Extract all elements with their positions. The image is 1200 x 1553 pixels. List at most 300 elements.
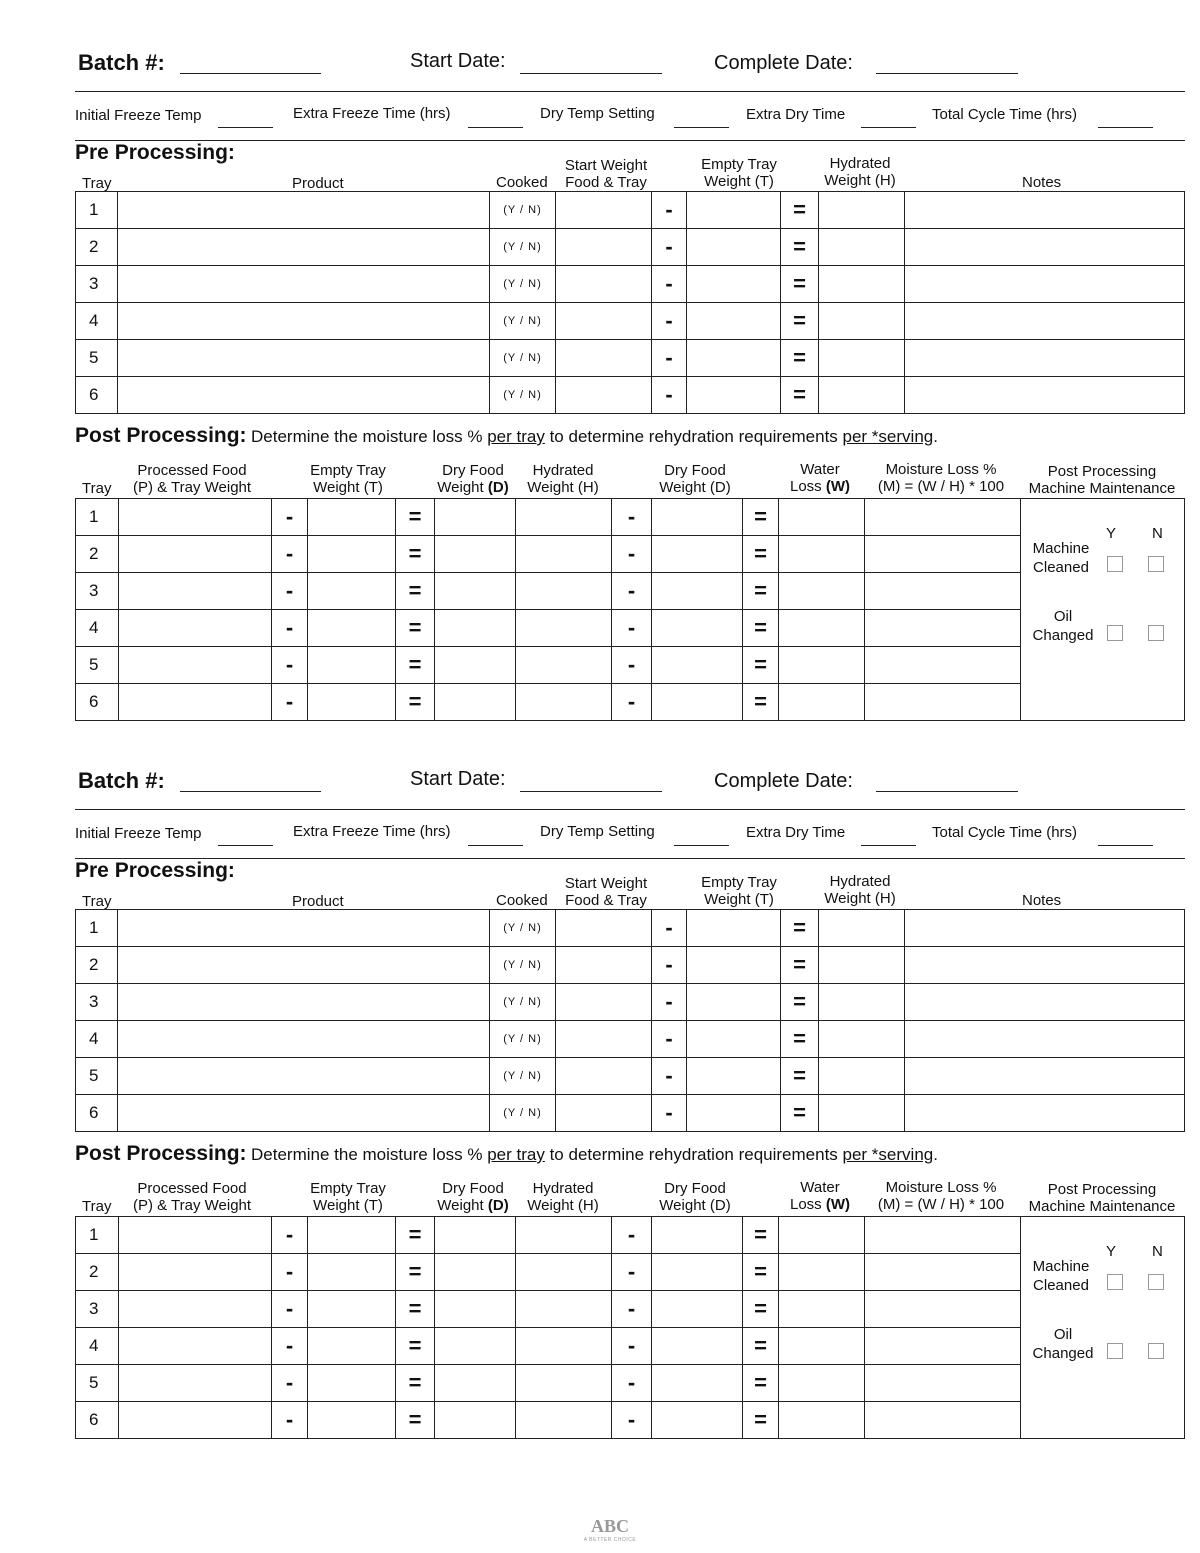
machine-cleaned-yes-checkbox[interactable]: [1107, 1274, 1123, 1290]
tray-number: 5: [76, 1058, 118, 1095]
minus-sign: -: [652, 984, 687, 1021]
equals-sign: =: [743, 1402, 779, 1439]
tray-number: 4: [76, 1021, 118, 1058]
dry-food-weight-cell[interactable]: [652, 1217, 743, 1254]
dry-temp-field[interactable]: [674, 127, 729, 128]
equals-sign: =: [743, 1254, 779, 1291]
processed-food-weight-cell[interactable]: [119, 536, 272, 573]
empty-tray-weight-cell[interactable]: [308, 1365, 396, 1402]
moisture-loss-cell[interactable]: [865, 1328, 1021, 1365]
start-weight-cell[interactable]: [556, 266, 652, 303]
minus-sign: -: [272, 1254, 308, 1291]
minus-sign: -: [652, 1095, 687, 1132]
total-cycle-field[interactable]: [1098, 845, 1153, 846]
col-hydrated: Hydrated Weight (H): [824, 873, 896, 907]
product-cell[interactable]: [118, 984, 490, 1021]
table-row: [76, 536, 1185, 573]
product-cell[interactable]: [118, 910, 490, 947]
minus-sign: -: [612, 1328, 652, 1365]
equals-sign: =: [743, 1291, 779, 1328]
cooked-yn[interactable]: (Y / N): [490, 910, 556, 947]
processed-food-weight-cell[interactable]: [119, 499, 272, 536]
notes-cell[interactable]: [905, 947, 1185, 984]
equals-sign: =: [396, 610, 435, 647]
equals-sign: =: [743, 1365, 779, 1402]
empty-tray-weight-cell[interactable]: [687, 984, 781, 1021]
tray-number: 1: [76, 192, 118, 229]
hydrated-weight-cell[interactable]: [516, 684, 612, 721]
batch-number-field[interactable]: [180, 73, 321, 74]
empty-tray-weight-cell[interactable]: [687, 1058, 781, 1095]
table-row: [76, 610, 1185, 647]
table-row: [76, 573, 1185, 610]
hydrated-weight-cell[interactable]: [819, 340, 905, 377]
moisture-loss-cell[interactable]: [865, 647, 1021, 684]
water-loss-cell[interactable]: [779, 684, 865, 721]
table-row: [76, 377, 1185, 414]
hydrated-weight-cell[interactable]: [516, 536, 612, 573]
minus-sign: -: [652, 266, 687, 303]
minus-sign: -: [652, 377, 687, 414]
extra-dry-field[interactable]: [861, 845, 916, 846]
complete-date-label: Complete Date:: [714, 770, 853, 792]
moisture-loss-cell[interactable]: [865, 536, 1021, 573]
minus-sign: -: [612, 1217, 652, 1254]
cooked-yn[interactable]: (Y / N): [490, 377, 556, 414]
col-processed-food: Processed Food (P) & Tray Weight: [132, 462, 252, 496]
processed-food-weight-cell[interactable]: [119, 1328, 272, 1365]
start-weight-cell[interactable]: [556, 1021, 652, 1058]
equals-sign: =: [781, 303, 819, 340]
dry-food-weight-cell[interactable]: [652, 1328, 743, 1365]
notes-cell[interactable]: [905, 192, 1185, 229]
dry-food-weight-cell[interactable]: [435, 1291, 516, 1328]
oil-changed-no-checkbox[interactable]: [1148, 1343, 1164, 1359]
table-row: [76, 1254, 1185, 1291]
moisture-loss-cell[interactable]: [865, 610, 1021, 647]
equals-sign: =: [396, 499, 435, 536]
empty-tray-weight-cell[interactable]: [687, 266, 781, 303]
table-row: [76, 192, 1185, 229]
equals-sign: =: [781, 1021, 819, 1058]
tray-number: 3: [76, 573, 119, 610]
start-date-field[interactable]: [520, 73, 662, 74]
equals-sign: =: [396, 536, 435, 573]
equals-sign: =: [743, 1217, 779, 1254]
hydrated-weight-cell[interactable]: [516, 647, 612, 684]
minus-sign: -: [272, 1402, 308, 1439]
batch-number-label: Batch #:: [78, 50, 165, 75]
moisture-loss-cell[interactable]: [865, 1217, 1021, 1254]
tray-number: 1: [76, 499, 119, 536]
hydrated-weight-cell[interactable]: [819, 303, 905, 340]
dry-temp-label: Dry Temp Setting: [540, 105, 655, 122]
moisture-loss-cell[interactable]: [865, 1291, 1021, 1328]
equals-sign: =: [396, 1365, 435, 1402]
processed-food-weight-cell[interactable]: [119, 1254, 272, 1291]
processed-food-weight-cell[interactable]: [119, 573, 272, 610]
hydrated-weight-cell[interactable]: [819, 377, 905, 414]
machine-maintenance-cell: [1021, 499, 1185, 721]
empty-tray-weight-cell[interactable]: [308, 647, 396, 684]
cooked-yn[interactable]: (Y / N): [490, 1021, 556, 1058]
post-processing-note: Determine the moisture loss % per tray to determine rehydration requirements per *serving.: [251, 427, 938, 446]
batch-block: [0, 0, 1200, 720]
equals-sign: =: [743, 684, 779, 721]
water-loss-cell[interactable]: [779, 1291, 865, 1328]
processed-food-weight-cell[interactable]: [119, 1217, 272, 1254]
complete-date-field[interactable]: [876, 73, 1018, 74]
dry-food-weight-cell[interactable]: [435, 647, 516, 684]
product-cell[interactable]: [118, 1058, 490, 1095]
empty-tray-weight-cell[interactable]: [308, 1402, 396, 1439]
product-cell[interactable]: [118, 229, 490, 266]
tray-number: 6: [76, 684, 119, 721]
col-machine-maintenance: Post Processing Machine Maintenance: [1028, 1181, 1176, 1215]
col-dry-food-weight: Dry Food Weight (D): [437, 462, 509, 496]
moisture-loss-cell[interactable]: [865, 1402, 1021, 1439]
post-processing-note: Determine the moisture loss % per tray to determine rehydration requirements per *serving.: [251, 1145, 938, 1164]
water-loss-cell[interactable]: [779, 536, 865, 573]
dry-food-weight-cell[interactable]: [652, 1365, 743, 1402]
equals-sign: =: [743, 573, 779, 610]
complete-date-field[interactable]: [876, 791, 1018, 792]
table-row: [76, 1291, 1185, 1328]
hydrated-weight-cell[interactable]: [819, 266, 905, 303]
empty-tray-weight-cell[interactable]: [687, 229, 781, 266]
product-cell[interactable]: [118, 340, 490, 377]
cooked-yn[interactable]: (Y / N): [490, 266, 556, 303]
product-cell[interactable]: [118, 1021, 490, 1058]
product-cell[interactable]: [118, 947, 490, 984]
dry-food-weight-cell[interactable]: [652, 573, 743, 610]
dry-food-weight-cell[interactable]: [652, 1254, 743, 1291]
water-loss-cell[interactable]: [779, 1402, 865, 1439]
tray-number: 5: [76, 1365, 119, 1402]
col-dry-food-weight-2: Dry Food Weight (D): [659, 462, 731, 496]
cooked-yn[interactable]: (Y / N): [490, 984, 556, 1021]
hydrated-weight-cell[interactable]: [516, 610, 612, 647]
notes-cell[interactable]: [905, 984, 1185, 1021]
empty-tray-weight-cell[interactable]: [308, 684, 396, 721]
empty-tray-weight-cell[interactable]: [687, 192, 781, 229]
hydrated-weight-cell[interactable]: [516, 1254, 612, 1291]
hydrated-weight-cell[interactable]: [819, 910, 905, 947]
dry-food-weight-cell[interactable]: [435, 684, 516, 721]
table-row: [76, 684, 1185, 721]
extra-freeze-field[interactable]: [468, 127, 523, 128]
dry-food-weight-cell[interactable]: [652, 1402, 743, 1439]
cooked-yn[interactable]: (Y / N): [490, 340, 556, 377]
col-empty-tray: Empty Tray Weight (T): [701, 156, 777, 190]
col-tray: Tray: [82, 480, 112, 497]
moisture-loss-cell[interactable]: [865, 1365, 1021, 1402]
table-row: [76, 303, 1185, 340]
start-weight-cell[interactable]: [556, 340, 652, 377]
dry-food-weight-cell[interactable]: [435, 1328, 516, 1365]
col-start-weight: Start Weight Food & Tray: [564, 875, 648, 909]
cooked-yn[interactable]: (Y / N): [490, 947, 556, 984]
notes-cell[interactable]: [905, 910, 1185, 947]
tray-number: 6: [76, 1402, 119, 1439]
table-row: [76, 1095, 1185, 1132]
start-weight-cell[interactable]: [556, 1095, 652, 1132]
equals-sign: =: [781, 910, 819, 947]
notes-cell[interactable]: [905, 1021, 1185, 1058]
tray-number: 5: [76, 647, 119, 684]
col-empty-tray: Empty Tray Weight (T): [701, 874, 777, 908]
tray-number: 5: [76, 340, 118, 377]
total-cycle-label: Total Cycle Time (hrs): [932, 106, 1078, 123]
start-date-label: Start Date:: [410, 50, 506, 72]
minus-sign: -: [652, 947, 687, 984]
cooked-yn[interactable]: (Y / N): [490, 1058, 556, 1095]
cooked-yn[interactable]: (Y / N): [490, 229, 556, 266]
minus-sign: -: [272, 1217, 308, 1254]
dry-food-weight-cell[interactable]: [652, 647, 743, 684]
equals-sign: =: [396, 684, 435, 721]
col-water-loss: Water Loss (W): [789, 461, 850, 495]
empty-tray-weight-cell[interactable]: [687, 1095, 781, 1132]
moisture-loss-cell[interactable]: [865, 684, 1021, 721]
moisture-loss-cell[interactable]: [865, 573, 1021, 610]
equals-sign: =: [781, 947, 819, 984]
cooked-yn[interactable]: (Y / N): [490, 303, 556, 340]
divider: [75, 809, 1185, 810]
col-product: Product: [292, 893, 344, 910]
hydrated-weight-cell[interactable]: [819, 1021, 905, 1058]
pre-processing-table: [75, 191, 1185, 414]
processed-food-weight-cell[interactable]: [119, 1402, 272, 1439]
hydrated-weight-cell[interactable]: [819, 229, 905, 266]
hydrated-weight-cell[interactable]: [819, 984, 905, 1021]
empty-tray-weight-cell[interactable]: [687, 340, 781, 377]
processed-food-weight-cell[interactable]: [119, 1365, 272, 1402]
minus-sign: -: [272, 536, 308, 573]
notes-cell[interactable]: [905, 229, 1185, 266]
water-loss-cell[interactable]: [779, 1328, 865, 1365]
hydrated-weight-cell[interactable]: [819, 192, 905, 229]
hydrated-weight-cell[interactable]: [516, 1328, 612, 1365]
equals-sign: =: [396, 1402, 435, 1439]
table-row: [76, 984, 1185, 1021]
col-product: Product: [292, 175, 344, 192]
equals-sign: =: [781, 192, 819, 229]
cooked-yn[interactable]: (Y / N): [490, 1095, 556, 1132]
notes-cell[interactable]: [905, 1058, 1185, 1095]
product-cell[interactable]: [118, 266, 490, 303]
dry-food-weight-cell[interactable]: [652, 1291, 743, 1328]
start-weight-cell[interactable]: [556, 377, 652, 414]
col-tray: Tray: [82, 893, 112, 910]
equals-sign: =: [743, 610, 779, 647]
empty-tray-weight-cell[interactable]: [687, 1021, 781, 1058]
machine-cleaned-yes-checkbox[interactable]: [1107, 556, 1123, 572]
product-cell[interactable]: [118, 192, 490, 229]
extra-freeze-field[interactable]: [468, 845, 523, 846]
batch-number-field[interactable]: [180, 791, 321, 792]
product-cell[interactable]: [118, 303, 490, 340]
oil-changed-yes-checkbox[interactable]: [1107, 1343, 1123, 1359]
start-weight-cell[interactable]: [556, 229, 652, 266]
col-start-weight: Start Weight Food & Tray: [564, 157, 648, 191]
dry-food-weight-cell[interactable]: [435, 1402, 516, 1439]
dry-food-weight-cell[interactable]: [435, 610, 516, 647]
notes-cell[interactable]: [905, 340, 1185, 377]
tray-number: 4: [76, 610, 119, 647]
processed-food-weight-cell[interactable]: [119, 647, 272, 684]
tray-number: 2: [76, 229, 118, 266]
minus-sign: -: [652, 229, 687, 266]
minus-sign: -: [652, 192, 687, 229]
oil-changed-no-checkbox[interactable]: [1148, 625, 1164, 641]
dry-food-weight-cell[interactable]: [435, 573, 516, 610]
hydrated-weight-cell[interactable]: [819, 947, 905, 984]
product-cell[interactable]: [118, 377, 490, 414]
dry-food-weight-cell[interactable]: [652, 536, 743, 573]
minus-sign: -: [612, 499, 652, 536]
hydrated-weight-cell[interactable]: [516, 1291, 612, 1328]
dry-food-weight-cell[interactable]: [435, 1254, 516, 1291]
empty-tray-weight-cell[interactable]: [687, 377, 781, 414]
machine-cleaned-no-checkbox[interactable]: [1148, 556, 1164, 572]
pre-processing-title: Pre Processing:: [75, 141, 235, 164]
tray-number: 2: [76, 947, 118, 984]
table-row: [76, 499, 1185, 536]
minus-sign: -: [652, 910, 687, 947]
start-date-field[interactable]: [520, 791, 662, 792]
post-processing-heading: [75, 1142, 938, 1166]
minus-sign: -: [652, 1058, 687, 1095]
start-weight-cell[interactable]: [556, 984, 652, 1021]
dry-food-weight-cell[interactable]: [652, 684, 743, 721]
hydrated-weight-cell[interactable]: [819, 1095, 905, 1132]
extra-dry-label: Extra Dry Time: [746, 106, 846, 123]
machine-cleaned-no-checkbox[interactable]: [1148, 1274, 1164, 1290]
tray-number: 4: [76, 1328, 119, 1365]
dry-food-weight-cell[interactable]: [435, 1217, 516, 1254]
moisture-loss-cell[interactable]: [865, 1254, 1021, 1291]
total-cycle-field[interactable]: [1098, 127, 1153, 128]
empty-tray-weight-cell[interactable]: [308, 1328, 396, 1365]
minus-sign: -: [272, 1328, 308, 1365]
pre-processing-title: Pre Processing:: [75, 859, 235, 882]
dry-food-weight-cell[interactable]: [435, 536, 516, 573]
hydrated-weight-cell[interactable]: [516, 573, 612, 610]
table-row: [76, 910, 1185, 947]
start-weight-cell[interactable]: [556, 303, 652, 340]
empty-tray-weight-cell[interactable]: [687, 303, 781, 340]
start-weight-cell[interactable]: [556, 192, 652, 229]
initial-freeze-label: Initial Freeze Temp: [75, 107, 202, 124]
notes-cell[interactable]: [905, 303, 1185, 340]
water-loss-cell[interactable]: [779, 573, 865, 610]
extra-freeze-label: Extra Freeze Time (hrs): [293, 823, 451, 840]
equals-sign: =: [743, 1328, 779, 1365]
empty-tray-weight-cell[interactable]: [687, 947, 781, 984]
processed-food-weight-cell[interactable]: [119, 684, 272, 721]
hydrated-weight-cell[interactable]: [516, 499, 612, 536]
empty-tray-weight-cell[interactable]: [308, 499, 396, 536]
machine-cleaned-label: Machine Cleaned: [1032, 1258, 1090, 1294]
product-cell[interactable]: [118, 1095, 490, 1132]
tray-number: 2: [76, 536, 119, 573]
equals-sign: =: [743, 499, 779, 536]
equals-sign: =: [396, 1254, 435, 1291]
equals-sign: =: [743, 536, 779, 573]
brand-logo: ABC A BETTER CHOICE: [583, 1516, 637, 1543]
empty-tray-weight-cell[interactable]: [308, 536, 396, 573]
equals-sign: =: [781, 229, 819, 266]
equals-sign: =: [396, 647, 435, 684]
hydrated-weight-cell[interactable]: [516, 1217, 612, 1254]
water-loss-cell[interactable]: [779, 499, 865, 536]
dry-temp-label: Dry Temp Setting: [540, 823, 655, 840]
empty-tray-weight-cell[interactable]: [308, 573, 396, 610]
batch-block: [0, 718, 1200, 1438]
dry-food-weight-cell[interactable]: [435, 499, 516, 536]
water-loss-cell[interactable]: [779, 1254, 865, 1291]
empty-tray-weight-cell[interactable]: [308, 1217, 396, 1254]
minus-sign: -: [612, 1291, 652, 1328]
table-row: [76, 229, 1185, 266]
notes-cell[interactable]: [905, 1095, 1185, 1132]
water-loss-cell[interactable]: [779, 647, 865, 684]
dry-food-weight-cell[interactable]: [652, 499, 743, 536]
processed-food-weight-cell[interactable]: [119, 1291, 272, 1328]
table-row: [76, 1058, 1185, 1095]
dry-temp-field[interactable]: [674, 845, 729, 846]
equals-sign: =: [396, 1328, 435, 1365]
extra-dry-field[interactable]: [861, 127, 916, 128]
col-empty-tray: Empty Tray Weight (T): [310, 462, 386, 496]
empty-tray-weight-cell[interactable]: [687, 910, 781, 947]
initial-freeze-field[interactable]: [218, 845, 273, 846]
water-loss-cell[interactable]: [779, 1217, 865, 1254]
dry-food-weight-cell[interactable]: [435, 1365, 516, 1402]
table-row: [76, 647, 1185, 684]
minus-sign: -: [612, 684, 652, 721]
table-row: [76, 1217, 1185, 1254]
minus-sign: -: [612, 610, 652, 647]
empty-tray-weight-cell[interactable]: [308, 1254, 396, 1291]
divider: [75, 91, 1185, 92]
machine-cleaned-label: Machine Cleaned: [1032, 540, 1090, 576]
initial-freeze-field[interactable]: [218, 127, 273, 128]
hydrated-weight-cell[interactable]: [819, 1058, 905, 1095]
water-loss-cell[interactable]: [779, 610, 865, 647]
notes-cell[interactable]: [905, 266, 1185, 303]
moisture-loss-cell[interactable]: [865, 499, 1021, 536]
post-processing-title: Post Processing:: [75, 424, 247, 447]
tray-number: 3: [76, 1291, 119, 1328]
start-weight-cell[interactable]: [556, 910, 652, 947]
hydrated-weight-cell[interactable]: [516, 1365, 612, 1402]
cooked-yn[interactable]: (Y / N): [490, 192, 556, 229]
divider: [75, 858, 1185, 859]
empty-tray-weight-cell[interactable]: [308, 1291, 396, 1328]
notes-cell[interactable]: [905, 377, 1185, 414]
water-loss-cell[interactable]: [779, 1365, 865, 1402]
processed-food-weight-cell[interactable]: [119, 610, 272, 647]
oil-changed-yes-checkbox[interactable]: [1107, 625, 1123, 641]
dry-food-weight-cell[interactable]: [652, 610, 743, 647]
start-weight-cell[interactable]: [556, 1058, 652, 1095]
start-weight-cell[interactable]: [556, 947, 652, 984]
empty-tray-weight-cell[interactable]: [308, 610, 396, 647]
col-cooked: Cooked: [496, 892, 548, 909]
hydrated-weight-cell[interactable]: [516, 1402, 612, 1439]
